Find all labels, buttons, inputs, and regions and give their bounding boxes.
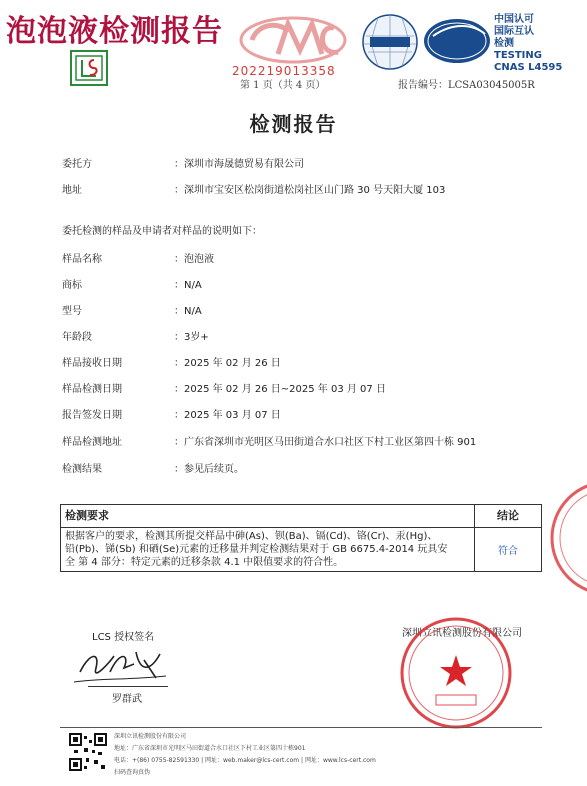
field-value: ：2025 年 02 月 26 日~2025 年 03 月 07 日 xyxy=(174,384,386,395)
partial-stamp-icon xyxy=(548,478,587,618)
address-value: ：深圳市宝安区松岗街道松岗社区山门路 30 号天阳大厦 103 xyxy=(174,185,446,196)
conclusion-table xyxy=(60,504,542,572)
handwritten-signature-icon xyxy=(70,642,170,688)
field-value: ：参见后续页。 xyxy=(174,464,244,475)
official-stamp-icon xyxy=(398,615,514,731)
report-number: 报告编号：LCSA03045005R xyxy=(398,80,535,91)
field-value: ：3岁+ xyxy=(174,332,209,343)
field-label: 样品名称 xyxy=(62,254,102,265)
result-value: 符合 xyxy=(475,528,542,572)
field-label: 样品接收日期 xyxy=(62,358,122,369)
cma-number: 202219013358 xyxy=(232,64,336,78)
signature-label: LCS 授权签名 xyxy=(92,632,155,643)
overlay-title: 泡泡液检测报告 xyxy=(6,14,223,49)
page-title: 检测报告 xyxy=(249,112,338,136)
ilac-mra-logo-icon xyxy=(360,12,420,72)
intro-text: 委托检测的样品及申请者对样品的说明如下： xyxy=(62,226,262,237)
field-value: ：广东省深圳市光明区马田街道合水口社区下村工业区第四十栋 901 xyxy=(174,437,477,448)
field-label: 商标 xyxy=(62,280,82,291)
requirement-header: 检测要求 xyxy=(61,505,475,528)
page-info: 第 1 页（共 4 页） xyxy=(240,80,326,91)
field-label: 年龄段 xyxy=(62,332,92,343)
result-header: 结论 xyxy=(475,505,542,528)
field-value: ：2025 年 03 月 07 日 xyxy=(174,410,281,421)
footer-divider xyxy=(60,727,542,728)
field-value: ：N/A xyxy=(174,280,202,291)
field-value: ：泡泡液 xyxy=(174,254,214,265)
company-note: 深圳立讯检测股份有限公司 xyxy=(402,628,522,639)
signature-line xyxy=(88,686,168,687)
field-label: 报告签发日期 xyxy=(62,410,122,421)
requirement-text: 根据客户的要求，检测其所提交样品中砷(As)、钡(Ba)、镉(Cd)、铬(Cr)、汞(Hg)、 铅(Pb)、锑(Sb) 和硒(Se)元素的迁移量并判定检测结果对于 GB 6675.4-2014 玩具安 全 第 4 部分：特定元素的迁移条款 4.1 中限值要求的符合性。 xyxy=(61,528,475,572)
lcs-logo-icon xyxy=(68,48,110,88)
signer-name: 罗群武 xyxy=(112,694,142,705)
field-value: ：N/A xyxy=(174,306,202,317)
field-label: 样品检测地址 xyxy=(62,437,122,448)
qr-code-icon xyxy=(68,732,108,772)
footer-text: 深圳立讯检测股份有限公司 地址：广东省深圳市光明区马田街道合水口社区下村工业区第四十栋901 电话：+(86) 0755-82591330 | 网址：web.maker@lcs-cert.com | 网址：www.lcs-cert.com 扫码查询真伪 xyxy=(114,733,376,776)
client-value: ：深圳市海晟德贸易有限公司 xyxy=(174,159,304,170)
field-label: 样品检测日期 xyxy=(62,384,122,395)
cnas-logo-icon xyxy=(423,16,491,66)
field-label: 检测结果 xyxy=(62,464,102,475)
address-label: 地址 xyxy=(62,185,82,196)
client-label: 委托方 xyxy=(62,159,92,170)
cma-logo-icon xyxy=(238,14,348,66)
cnas-text: 中国认可 国际互认 检测 TESTING CNAS L4595 xyxy=(494,14,563,73)
field-label: 型号 xyxy=(62,306,82,317)
field-value: ：2025 年 02 月 26 日 xyxy=(174,358,281,369)
